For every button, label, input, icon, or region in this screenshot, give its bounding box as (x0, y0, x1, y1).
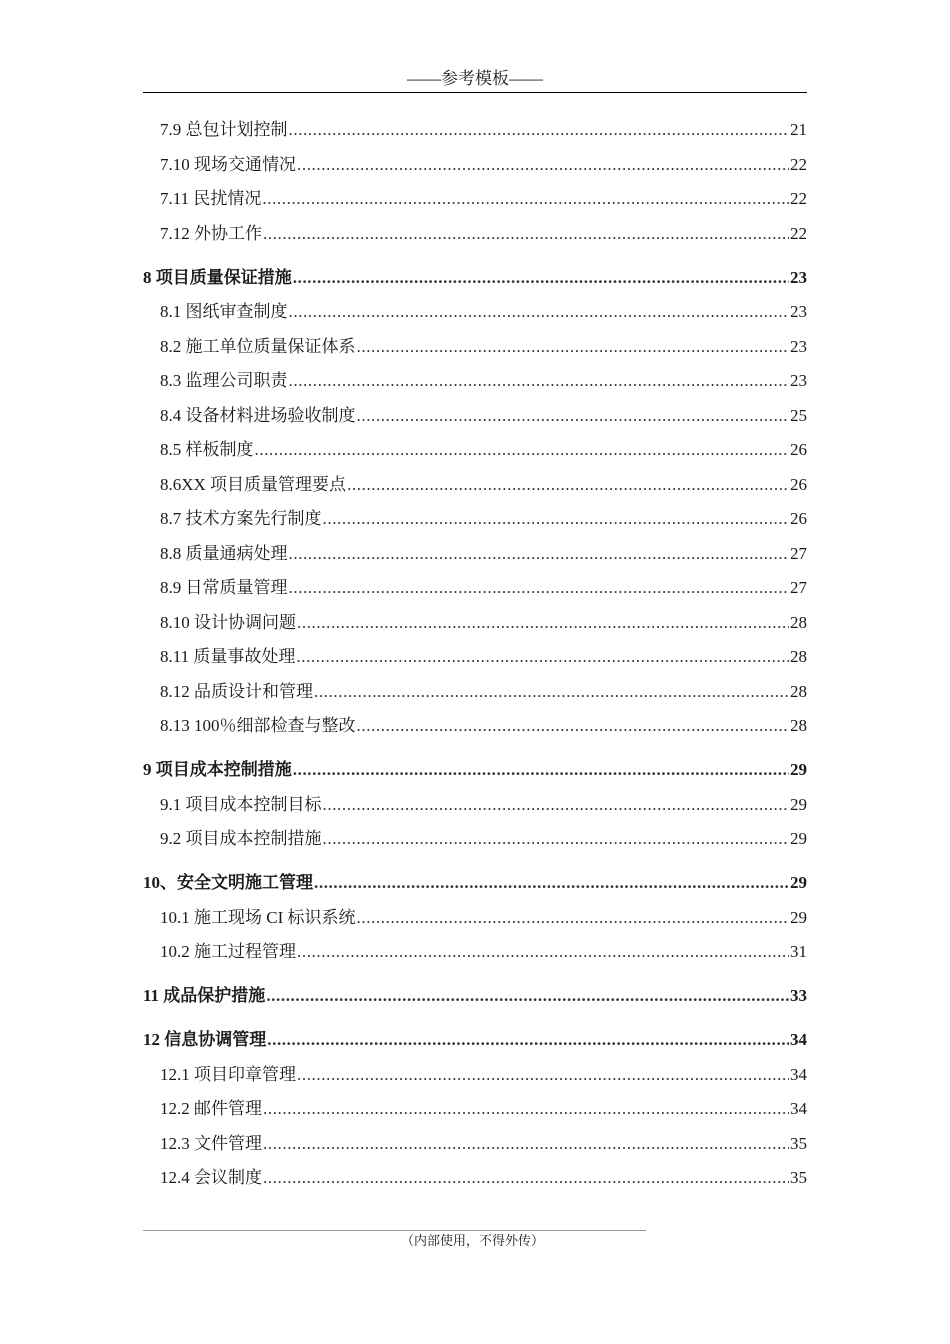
toc-page-number: 23 (790, 336, 807, 356)
toc-entry[interactable] (143, 606, 807, 641)
toc-heading-entry[interactable] (143, 979, 807, 1014)
toc-page-number: 28 (790, 716, 807, 735)
toc-dot-leader (323, 822, 790, 857)
toc-dot-leader (289, 537, 790, 572)
toc-dot-leader (289, 113, 790, 148)
toc-page-number: 26 (790, 440, 807, 459)
toc-page-number: 29 (790, 794, 807, 814)
toc-entry-title: 12.4 会议制度 (160, 1168, 262, 1187)
toc-page-number: 23 (790, 267, 807, 287)
toc-dot-leader (267, 1023, 789, 1058)
toc-heading-entry[interactable] (143, 753, 807, 788)
toc-entry[interactable] (143, 364, 807, 399)
toc-entry-title: 12.2 邮件管理 (160, 1099, 262, 1118)
toc-entry[interactable] (143, 640, 807, 675)
toc-page-number: 22 (790, 223, 807, 243)
toc-dot-leader (255, 433, 790, 468)
toc-entry-title: 7.11 民扰情况 (160, 189, 262, 208)
page-footer: （内部使用，不得外传） (401, 1233, 545, 1248)
toc-dot-leader (297, 935, 789, 970)
toc-heading-entry[interactable] (143, 261, 807, 296)
toc-page-number: 34 (790, 1099, 807, 1118)
toc-page-number: 26 (790, 474, 807, 494)
toc-page-number: 35 (790, 1168, 807, 1187)
toc-page-number: 28 (790, 647, 807, 666)
toc-page-number: 34 (790, 1030, 807, 1049)
toc-entry-title: 8.10 设计协调问题 (160, 612, 296, 632)
toc-dot-leader (262, 182, 789, 217)
toc-entry-title: 12 信息协调管理 (143, 1030, 267, 1049)
toc-entry[interactable] (143, 822, 807, 857)
toc-entry-title: 12.1 项目印章管理 (160, 1064, 296, 1084)
toc-dot-leader (263, 1127, 789, 1162)
toc-dot-leader (289, 364, 790, 399)
toc-entry-title: 8.3 监理公司职责 (160, 371, 288, 390)
toc-heading-entry[interactable] (143, 1023, 807, 1058)
toc-page-number: 31 (790, 942, 807, 961)
toc-page-number: 35 (790, 1133, 807, 1153)
toc-dot-leader (323, 788, 790, 823)
toc-entry-title: 7.12 外协工作 (160, 223, 262, 243)
toc-dot-leader (297, 1058, 789, 1093)
toc-page-number: 22 (790, 189, 807, 208)
toc-entry-title: 7.10 现场交通情况 (160, 154, 296, 174)
toc-page-number: 29 (790, 873, 807, 892)
toc-dot-leader (266, 979, 789, 1014)
toc-page-number: 27 (790, 543, 807, 563)
toc-heading-entry[interactable] (143, 866, 807, 901)
toc-entry[interactable] (143, 468, 807, 503)
toc-page-number: 33 (790, 986, 807, 1005)
toc-entry-title: 7.9 总包计划控制 (160, 120, 288, 139)
toc-dot-leader (289, 571, 790, 606)
toc-entry[interactable] (143, 571, 807, 606)
toc-entry-title: 8.13 100％细部检查与整改 (160, 716, 356, 735)
toc-dot-leader (297, 148, 789, 183)
toc-entry-title: 8.5 样板制度 (160, 440, 254, 459)
toc-entry-title: 9.1 项目成本控制目标 (160, 794, 322, 814)
toc-page-number: 28 (790, 681, 807, 701)
toc-entry-title: 12.3 文件管理 (160, 1133, 262, 1153)
toc-entry[interactable] (143, 935, 807, 970)
toc-entry-title: 8.4 设备材料进场验收制度 (160, 405, 356, 425)
toc-dot-leader (263, 1161, 789, 1196)
toc-dot-leader (357, 709, 790, 744)
toc-dot-leader (347, 468, 789, 503)
table-of-contents (143, 113, 807, 1196)
toc-entry-title: 8.6XX 项目质量管理要点 (160, 474, 347, 494)
toc-entry-title: 8.12 品质设计和管理 (160, 681, 313, 701)
page-header: ——参考模板—— (143, 66, 807, 93)
toc-entry[interactable] (143, 1058, 807, 1093)
toc-entry-title: 10、安全文明施工管理 (143, 873, 313, 892)
toc-page-number: 22 (790, 154, 807, 174)
toc-entry-title: 9 项目成本控制措施 (143, 760, 292, 779)
toc-entry-title: 10.2 施工过程管理 (160, 942, 296, 961)
toc-page-number: 26 (790, 509, 807, 528)
toc-entry[interactable] (143, 330, 807, 365)
toc-entry-title: 8.2 施工单位质量保证体系 (160, 336, 356, 356)
toc-entry[interactable] (143, 399, 807, 434)
toc-entry[interactable] (143, 1161, 807, 1196)
toc-dot-leader (297, 606, 789, 641)
toc-page-number: 23 (790, 371, 807, 390)
toc-page-number: 25 (790, 405, 807, 425)
toc-entry[interactable] (143, 502, 807, 537)
toc-dot-leader (263, 1092, 789, 1127)
toc-dot-leader (263, 217, 789, 252)
toc-dot-leader (293, 753, 789, 788)
toc-entry[interactable] (143, 1127, 807, 1162)
toc-entry-title: 11 成品保护措施 (143, 986, 266, 1005)
toc-entry[interactable] (143, 537, 807, 572)
toc-entry[interactable] (143, 433, 807, 468)
toc-entry[interactable] (143, 1092, 807, 1127)
toc-entry[interactable] (143, 675, 807, 710)
toc-entry[interactable] (143, 148, 807, 183)
toc-entry-title: 10.1 施工现场 CI 标识系统 (160, 907, 356, 927)
toc-page-number: 21 (790, 120, 807, 139)
toc-entry-title: 8.8 质量通病处理 (160, 543, 288, 563)
toc-entry[interactable] (143, 295, 807, 330)
toc-entry[interactable] (143, 217, 807, 252)
toc-dot-leader (296, 640, 789, 675)
toc-entry[interactable] (143, 113, 807, 148)
toc-dot-leader (357, 330, 790, 365)
toc-entry-title: 8.1 图纸审查制度 (160, 302, 288, 321)
toc-entry-title: 8.7 技术方案先行制度 (160, 509, 322, 528)
toc-dot-leader (289, 295, 790, 330)
toc-page-number: 29 (790, 760, 807, 779)
toc-page-number: 27 (790, 578, 807, 597)
toc-dot-leader (293, 261, 789, 296)
toc-entry-title: 8.9 日常质量管理 (160, 578, 288, 597)
toc-page-number: 29 (790, 907, 807, 927)
toc-entry[interactable] (143, 901, 807, 936)
toc-entry-title: 9.2 项目成本控制措施 (160, 829, 322, 848)
toc-page-number: 29 (790, 829, 807, 848)
toc-dot-leader (357, 399, 790, 434)
toc-dot-leader (314, 866, 789, 901)
toc-entry-title: 8 项目质量保证措施 (143, 267, 292, 287)
toc-page-number: 23 (790, 302, 807, 321)
toc-page-number: 34 (790, 1064, 807, 1084)
toc-dot-leader (323, 502, 790, 537)
toc-entry[interactable] (143, 709, 807, 744)
toc-entry[interactable] (143, 788, 807, 823)
toc-entry[interactable] (143, 182, 807, 217)
footer-divider (143, 1230, 646, 1231)
toc-dot-leader (314, 675, 789, 710)
toc-page-number: 28 (790, 612, 807, 632)
toc-entry-title: 8.11 质量事故处理 (160, 647, 296, 666)
toc-dot-leader (357, 901, 790, 936)
